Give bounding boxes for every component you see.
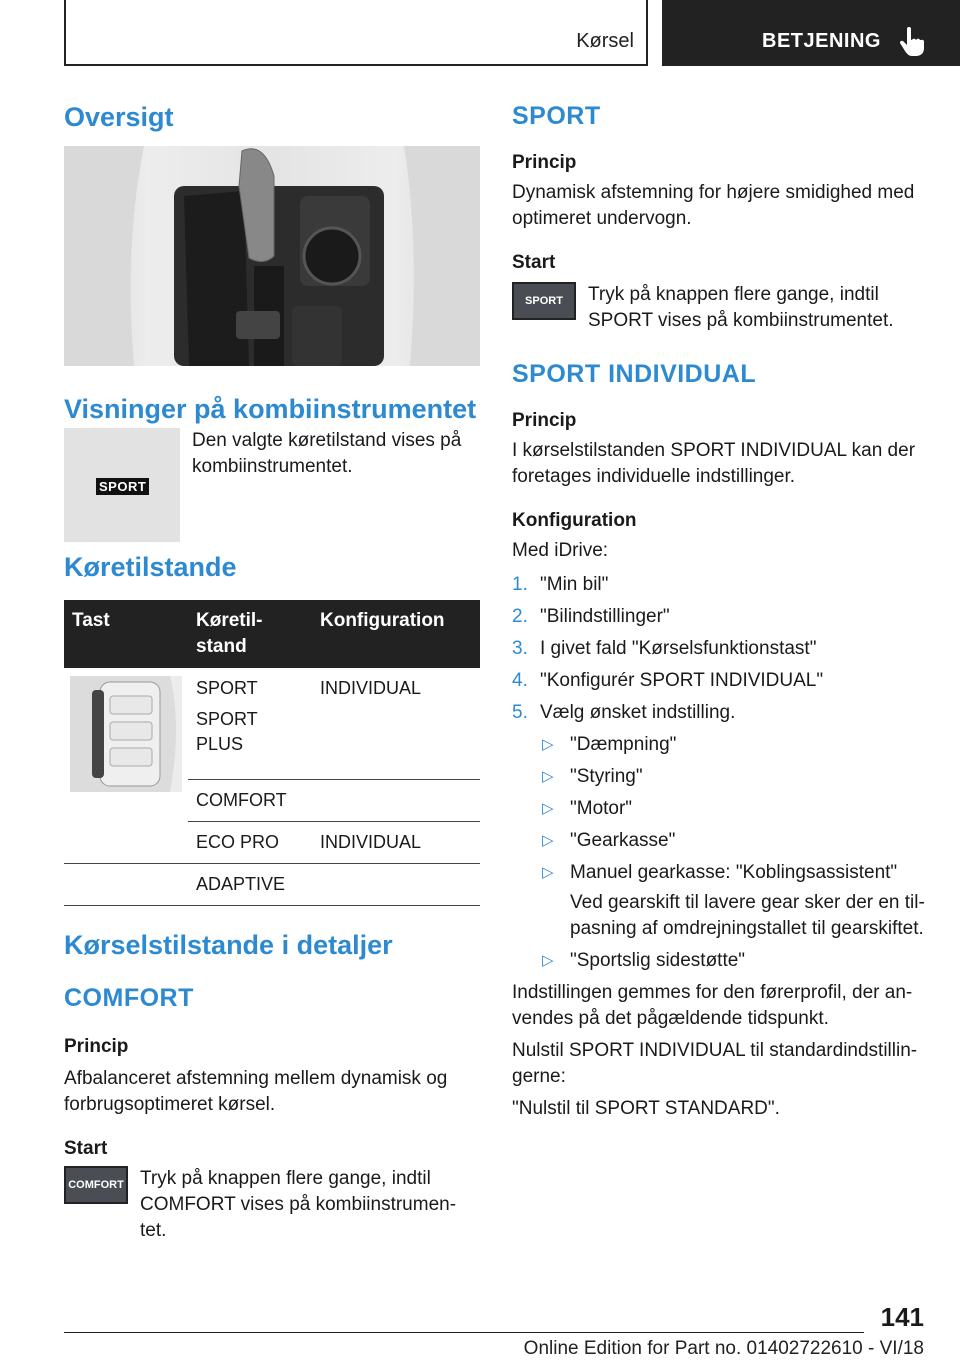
list-item: 4. "Konfigurér SPORT INDIVIDUAL"	[512, 670, 824, 691]
mode-sport-plus: SPORT PLUS	[196, 709, 258, 754]
reset-value: "Nulstil til SPORT STANDARD".	[512, 1098, 780, 1119]
list-item: 3. I givet fald "Kørselsfunktionstast"	[512, 638, 817, 659]
heading-oversigt: Oversigt	[64, 102, 174, 132]
config-cell: INDIVIDUAL	[320, 678, 422, 698]
saved-text: Indstillingen gemmes for den førerprofil, der an-vendes på det pågældende tidspunkt.	[512, 982, 913, 1029]
config-cell	[312, 863, 480, 905]
comfort-princip-label: Princip	[64, 1035, 129, 1057]
sport-princip-label: Princip	[512, 152, 577, 173]
triangle-bullet-icon: ▷	[542, 832, 554, 849]
triangle-bullet-icon: ▷	[542, 952, 554, 969]
sport-start-text: Tryk på knappen flere gange, indtil SPORT vises på kombiinstrumentet.	[588, 284, 894, 331]
header-chapter: BETJENING	[762, 30, 881, 52]
heading-detaljer: Kørselstilstande i detaljer	[64, 929, 393, 960]
mode-cell: ADAPTIVE	[188, 863, 312, 905]
left-column	[64, 100, 480, 1244]
comfort-start-text: Tryk på knappen flere gange, indtil COMFORT vises på kombiinstrumen-tet.	[140, 1167, 457, 1241]
heading-sport-individual: SPORT INDIVIDUAL	[512, 360, 757, 388]
individual-princip-text: I kørselstilstanden SPORT INDIVIDUAL kan der foretages individuelle indstillinger.	[512, 440, 916, 487]
display-description: Den valgte køretilstand vises på kombiinstrumentet.	[192, 430, 462, 477]
comfort-start-label: Start	[64, 1137, 108, 1159]
col-header-konfiguration: Konfiguration	[312, 600, 480, 668]
config-substeps	[542, 732, 932, 974]
page-number: 141	[880, 1302, 924, 1332]
heading-koretilstande: Køretilstande	[64, 552, 237, 582]
list-item: 2. "Bilindstillinger"	[512, 606, 670, 627]
config-cell	[312, 779, 480, 821]
comfort-princip-text: Afbalanceret afstemning mellem dynamisk og forbrugsoptimeret kørsel.	[64, 1067, 448, 1115]
modes-table	[64, 600, 480, 906]
display-row	[64, 428, 480, 542]
triangle-bullet-icon: ▷	[542, 736, 554, 753]
reset-text: Nulstil SPORT INDIVIDUAL til standardindstillin-gerne:	[512, 1040, 918, 1087]
gear-selector-photo	[64, 146, 480, 366]
empty-key-cell	[64, 863, 188, 905]
header-chapter-box	[662, 0, 960, 66]
triangle-bullet-icon: ▷	[542, 800, 554, 817]
config-steps	[512, 572, 932, 726]
list-item-note: Ved gearskift til lavere gear sker der en til-pasning af omdrejningstallet til gearskiftet.	[570, 892, 925, 939]
comfort-button-image: COMFORT	[64, 1166, 128, 1204]
col-header-koretilstand: Køretil-stand	[188, 600, 312, 668]
individual-princip-label: Princip	[512, 410, 577, 431]
mode-sport: SPORT	[196, 678, 258, 698]
header-section-box	[64, 0, 648, 66]
konfiguration-label: Konfiguration	[512, 510, 637, 531]
list-item: 1. "Min bil"	[512, 574, 609, 595]
heading-comfort: COMFORT	[64, 983, 194, 1012]
list-item: ▷ "Dæmpning"	[542, 732, 932, 758]
triangle-bullet-icon: ▷	[542, 864, 554, 881]
konfiguration-intro: Med iDrive:	[512, 540, 609, 561]
heading-visninger: Visninger på kombiinstrumentet	[64, 394, 477, 424]
comfort-start-row	[64, 1166, 480, 1244]
sport-princip-text: Dynamisk afstemning for højere smidighed med optimeret undervogn.	[512, 182, 915, 229]
table-row	[64, 668, 480, 765]
mode-cell	[188, 668, 312, 765]
table-row	[64, 863, 480, 905]
right-column	[512, 100, 932, 1122]
mode-button-panel-image	[70, 676, 182, 792]
sport-button-image: SPORT	[512, 282, 576, 320]
cluster-display-image	[64, 428, 180, 542]
list-item: ▷ "Motor"	[542, 796, 932, 822]
mode-cell: COMFORT	[188, 779, 312, 821]
list-item: ▷ Manuel gearkasse: "Koblingsassistent"	[542, 860, 932, 886]
sport-start-label: Start	[512, 252, 556, 273]
config-cell: INDIVIDUAL	[312, 821, 480, 863]
sport-start-row	[512, 282, 932, 334]
list-item: ▷ "Styring"	[542, 764, 932, 790]
hand-pointer-icon	[898, 27, 924, 57]
col-header-tast: Tast	[64, 600, 188, 668]
list-item: 5. Vælg ønsket indstilling.	[512, 702, 736, 723]
list-item: ▷ "Sportslig sidestøtte"	[542, 948, 932, 974]
mode-cell: ECO PRO	[188, 821, 312, 863]
row-divider	[188, 765, 480, 779]
footer-divider	[64, 1332, 864, 1333]
heading-sport: SPORT	[512, 102, 601, 130]
button-panel-cell	[64, 668, 188, 863]
triangle-bullet-icon: ▷	[542, 768, 554, 785]
list-item: ▷ "Gearkasse"	[542, 828, 932, 854]
cluster-display-label: SPORT	[96, 478, 149, 495]
footer-edition: Online Edition for Part no. 01402722610 - VI/18	[523, 1338, 924, 1359]
header-section: Kørsel	[576, 30, 634, 52]
